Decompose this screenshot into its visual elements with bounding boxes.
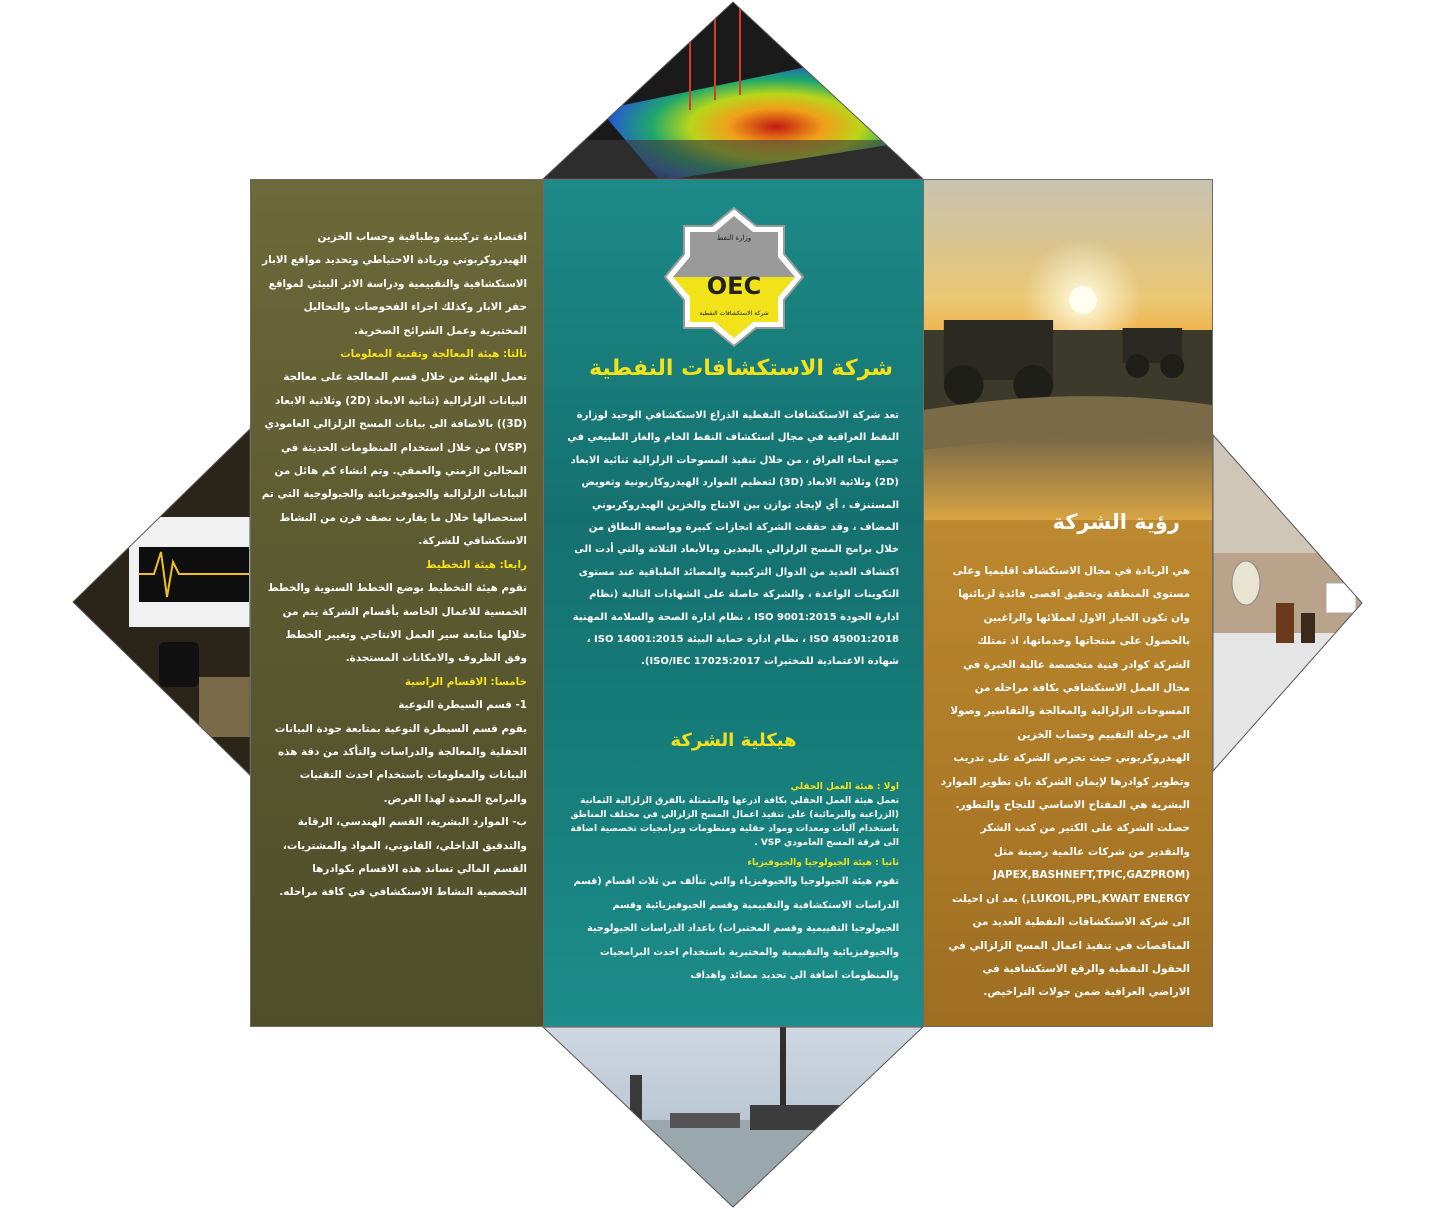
logo-company-text: شركة الاستكشافات النفطية (699, 310, 769, 317)
processing-paragraph: تعمل الهيئة من خلال قسم المعالجة على معالجة البيانات الزلزالية (ثنائية الابعاد (2D) وثلاثية الابعاد (3D)) بالاضافة الى بيانات المسح الزلزالي العامودي (VSP) من خلال استخدام المنظومات الحديثة في المجالين الزمني والعمقي. وتم انشاء كم هائل من البيانات الزلزالية والجيوفيزيائية والجيولوجية التي تم استحصالها خلال ما يقارب نصف قرن من النشاط الاستكشافي للشركة. (261, 371, 527, 548)
geology-paragraph: تقوم هيئة الجيولوجيا والجيوفيزياء والتي تتألف من ثلاث اقسام (قسم الدراسات الاستكشافية والتقييمية وقسم الجيوفيزيائية وقسم الجيولوجيا التقييمية وقسم المختبرات) باعداد الدراسات الجيولوجية والجيوفيزيائية والتقييمية والمختبرية باستخدام احدث البرامجيات والمنظومات اضافة الى تحديد مصائد واهداف (573, 876, 899, 982)
drilling-rig-photo-flap (540, 1025, 926, 1209)
vision-title: رؤية الشركة (1052, 510, 1180, 534)
right-panel (923, 179, 1213, 1027)
planning-heading: رابعا: هيئة التخطيط (425, 558, 527, 571)
field-work-heading: اولا : هيئة العمل الحقلي (790, 782, 899, 792)
vision-paragraph: هي الريادة في مجال الاستكشاف اقليميا وعلى مستوى المنطقة وتحقيق اقصى فائدة لزبائنها وان تكون الخيار الاول لعملائها والراغبين بالحصول على منتجاتها وخدماتها، اذ تمتلك الشركة كوادر فنية متخصصة عالية الخبرة في مجال العمل الاستكشافي بكافة مراحله من المسوحات الزلزالية والمعالجة والتفاسير وصولا الى مرحلة التقييم وحساب الخزين الهيدروكربوني حيث تحرص الشركة على تدريب وتطوير كوادرها لإيمان الشركة بان تطوير الموارد البشرية هي المفتاح الاساسي للنجاح والتطور. (940, 565, 1190, 812)
company-title: شركة الاستكشافات النفطية (589, 356, 893, 381)
reserves-paragraph: اقتصادية تركيبية وطباقية وحساب الخزين الهيدروكربوني وزيادة الاحتياطي وتحديد مواقع الابار الاستكشافية والتقييمية ودراسة الاثر البيئي لمواقع حفر الابار وكذلك اجراء الفحوصات والتحاليل المختبرية وعمل الشرائح الصخرية. (262, 231, 527, 337)
geology-heading: ثانيا : هيئة الجيولوجيا والجيوفيزياء (747, 858, 899, 868)
planning-paragraph: تقوم هيئة التخطيط بوضع الخطط السنوية والخطط الخمسية للاعمال الخاصة بأقسام الشركة يتم من خلالها متابعة سير العمل الانتاجي وتغيير الخطط وفق الظروف والامكانات المستجدة. (267, 582, 527, 665)
quality-control-paragraph: يقوم قسم السيطرة النوعية بمتابعة جودة البيانات الحقلية والمعالجة والدراسات والتأكد من دقة هذه البيانات والمعلومات باستخدام احدث التقنيات والبرامج المعدة لهذا الغرض. (274, 722, 527, 805)
structure-title: هيكلية الشركة (670, 730, 797, 751)
left-panel-text (261, 226, 527, 905)
company-intro: تعد شركة الاستكشافات النفطية الذراع الاستكشافي الوحيد لوزارة النفط العراقية في مجال استكشاف النفط الخام والغاز الطبيعي في جميع انحاء العراق ، من خلال تنفيذ المسوحات الزلزالية ثنائية الابعاد (2D) وثلاثية الابعاد (3D) لتعظيم الموارد الهيدروكاربونية وتعويض المستنزف ، أي لإيجاد توازن بين الانتاج والخزين الهيدروكربوني المضاف ، وقد حققت الشركة انجازات كبيرة وواسعة النطاق من خلال برامج المسح الزلزالي بالبعدين وبالأبعاد الثلاثة والتي أدت الى اكتشاف العديد من الدوال التركيبية والمصائد الطباقية عند مستوى التكوينات الواعدة ، والشركة حاصلة على الشهادات التالية (نظام ادارة الجودة ISO 9001:2015 ، نظام ادارة الصحة والسلامة المهنية ISO 45001:2018 ، نظام ادارة حماية البيئة ISO 14001:2015 ، شهادة الاعتمادية للمختبرات ISO/IEC 17025:2017). (567, 410, 899, 668)
recognition-paragraph: حصلت الشركة على الكثير من كتب الشكر والتقدير من شركات عالمية رصينة مثل (JAPEX,BASHNEFT,TPIC,GAZPROM ,LUKOIL,PPL,KWAIT ENERGY) بعد ان احيلت الى شركة الاستكشافات النفطية العديد من المناقصات في تنفيذ اعمال المسح الزلزالي في الحقول النفطية والرقع الاستكشافية في الاراضي العراقية ضمن جولات التراخيص. (948, 822, 1190, 999)
logo-ministry-text: وزارة النفط (716, 234, 752, 242)
processing-heading: ثالثا: هيئة المعالجة وتقنية المعلومات (340, 348, 527, 361)
quality-control-item: 1- قسم السيطرة النوعية (398, 699, 527, 712)
lab-equipment-photo-flap (69, 427, 252, 777)
logo-acronym: OEC (706, 272, 762, 300)
vision-text (940, 560, 1190, 1005)
sections-heading: خامسا: الاقسام الراسية (404, 675, 527, 688)
laboratory-photo-flap (1211, 433, 1364, 773)
center-panel (543, 179, 924, 1027)
seismic-map-photo-flap (540, 0, 926, 181)
structure-section (562, 780, 899, 988)
support-sections-paragraph: ب- الموارد البشرية، القسم الهندسي، الرقابة والتدقيق الداخلي، القانوني، المواد والمشتريات، القسم المالي تساند هذه الاقسام بكوادرها التخصصية النشاط الاستكشافي في كافة مراحله. (279, 816, 527, 899)
seismic-vehicles-sunset-photo (924, 180, 1212, 520)
field-work-paragraph: تعمل هيئة العمل الحقلي بكافة اذرعها والمتمثلة بالفرق الزلزالية الثمانية (الزراعية والبرمائية) على تنفيذ اعمال المسح الزلزالي في مختلف المناطق باستخدام آليات ومعدات ومواد حقلية ومنظومات وبرامجيات تخصصية اضافة الى فرقة المسح العامودي VSP . (570, 796, 899, 848)
company-logo (661, 204, 807, 350)
left-panel (250, 179, 544, 1027)
